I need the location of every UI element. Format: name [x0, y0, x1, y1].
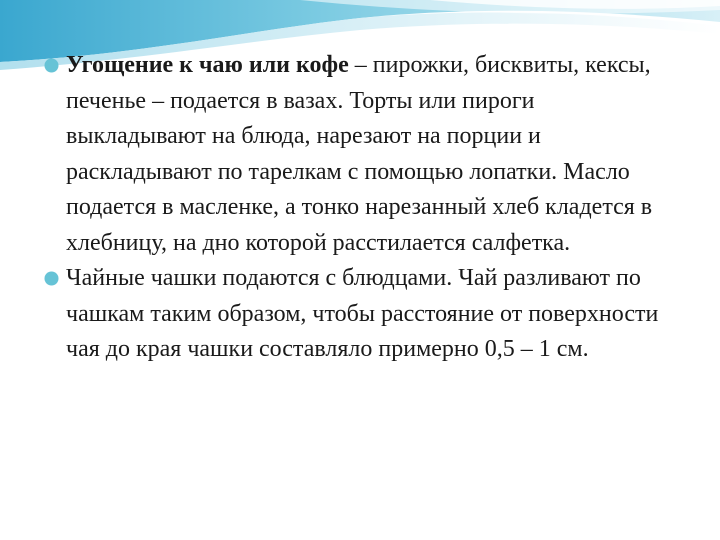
bullet-text: Чайные чашки подаются с блюдцами. Чай разливают по чашкам таким образом, чтобы расстояние от поверхности чая до края чашки составляло примерно 0,5 – 1 см. [66, 265, 659, 362]
circle-bullet-icon [44, 271, 59, 286]
circle-bullet-icon [44, 58, 59, 73]
bullet-text: – пирожки, бисквиты, кексы, печенье – подается в вазах. Торты или пироги выкладывают на блюда, нарезают на порции и раскладывают по тарелкам с помощью лопатки. Масло подается в масленке, а тонко нарезанный хлеб кладется в хлебницу, на дно которой расстилается салфетка. [66, 52, 653, 256]
bullet-item [40, 261, 680, 368]
slide-content [40, 48, 680, 368]
bullet-bold-text: Угощение к чаю или кофе [66, 52, 349, 78]
bullet-item [40, 48, 680, 261]
